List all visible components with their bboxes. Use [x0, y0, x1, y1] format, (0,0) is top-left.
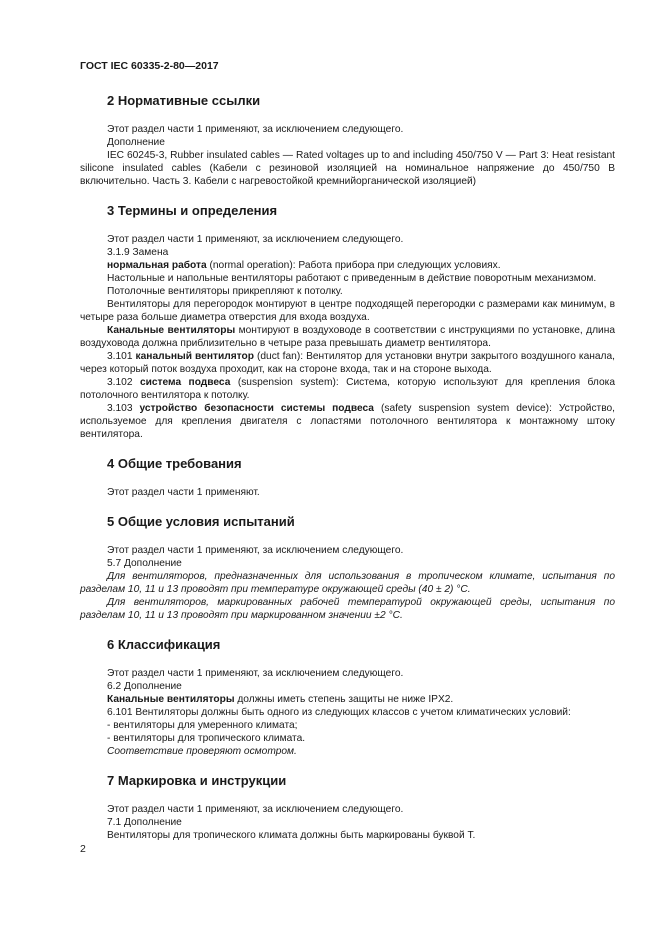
- paragraph: Вентиляторы для тропического климата должны быть маркированы буквой Т.: [107, 830, 476, 841]
- paragraph: нормальная работа (normal operation): Работа прибора при следующих условиях.: [107, 260, 501, 271]
- term: система подвеса: [139, 377, 231, 388]
- section-title: 2 Нормативные ссылки: [107, 93, 261, 108]
- paragraph: 3.101 канальный вентилятор (duct fan): Вентилятор для установки внутри закрытого воздушного канала, через который поток воздуха проходит, как на стороне входа, так и на стороне выхода.: [80, 351, 615, 375]
- section-title: 5 Общие условия испытаний: [107, 514, 295, 529]
- paragraph: Канальные вентиляторы должны иметь степень защиты не ниже IPX2.: [107, 694, 454, 705]
- paragraph: Канальные вентиляторы монтируют в воздуховоде в соответствии с инструкциями по установке, длина воздуховода должна приблизительно в четыре раза превышать диаметр вентилятора.: [80, 325, 616, 349]
- section-7: [80, 773, 615, 842]
- section-2: [80, 93, 615, 188]
- paragraph: Этот раздел части 1 применяют.: [107, 487, 260, 498]
- term: нормальная работа: [107, 260, 207, 271]
- paragraph: 3.1.9 Замена: [107, 247, 169, 258]
- term: Канальные вентиляторы: [107, 694, 235, 705]
- paragraph: IEC 60245-3, Rubber insulated cables — Rated voltages up to and including 450/750 V — Part 3: Heat resistant silicone insulated cables (Кабели с резиновой изоляцией на номинальное напряжение до 450/750 В включительно. Часть 3. Кабели с нагревостойкой кремнийорганической изоляцией): [80, 150, 615, 187]
- section-3: [80, 203, 615, 441]
- term: канальный вентилятор: [135, 351, 254, 362]
- paragraph: 6.101 Вентиляторы должны быть одного из следующих классов с учетом климатических условий:: [107, 707, 571, 718]
- paragraph: Этот раздел части 1 применяют, за исключением следующего.: [107, 668, 404, 679]
- section-4: [80, 456, 615, 499]
- list-item: - вентиляторы для тропического климата.: [107, 733, 306, 744]
- paragraph: Этот раздел части 1 применяют, за исключением следующего.: [107, 804, 404, 815]
- term: Канальные вентиляторы: [107, 325, 236, 336]
- section-title: 7 Маркировка и инструкции: [107, 773, 287, 788]
- paragraph: Вентиляторы для перегородок монтируют в центре подходящей перегородки с размерами как минимум, в четыре раза больше диаметра отверстия для входа воздуха.: [80, 299, 615, 323]
- paragraph: Для вентиляторов, маркированных рабочей температурой окружающей среды, испытания по разделам 10, 11 и 13 проводят при маркированном значении ±2 °С.: [80, 597, 615, 621]
- paragraph: Соответствие проверяют осмотром.: [107, 746, 297, 757]
- section-title: 3 Термины и определения: [107, 203, 278, 218]
- list-item: - вентиляторы для умеренного климата;: [107, 720, 298, 731]
- section-5: [80, 514, 615, 622]
- page-content: [80, 93, 615, 857]
- paragraph: 6.2 Дополнение: [107, 681, 182, 692]
- term: устройство безопасности системы подвеса: [139, 403, 374, 414]
- paragraph: Настольные и напольные вентиляторы работают с приведенным в действие поворотным механизмом.: [107, 273, 597, 284]
- paragraph: 5.7 Дополнение: [107, 558, 182, 569]
- section-title: 4 Общие требования: [107, 456, 242, 471]
- paragraph: Потолочные вентиляторы прикрепляют к потолку.: [107, 286, 343, 297]
- section-6: [80, 637, 615, 758]
- paragraph: Этот раздел части 1 применяют, за исключением следующего.: [107, 545, 404, 556]
- section-title: 6 Классификация: [107, 637, 221, 652]
- paragraph: Этот раздел части 1 применяют, за исключением следующего.: [107, 124, 404, 135]
- paragraph: Для вентиляторов, предназначенных для использования в тропическом климате, испытания по разделам 10, 11 и 13 проводят при температуре окружающей среды (40 ± 2) °С.: [80, 571, 615, 595]
- paragraph: 3.102 система подвеса (suspension system): Система, которую используют для крепления блока потолочного вентилятора к потолку.: [80, 377, 615, 401]
- paragraph: 3.103 устройство безопасности системы подвеса (safety suspension system device): Устройство, используемое для крепления двигателя с лопастями потолочного вентилятора к монтажному штоку вентилятора.: [80, 403, 616, 440]
- paragraph: 7.1 Дополнение: [107, 817, 182, 828]
- document-code: ГОСТ IEC 60335-2-80—2017: [80, 60, 219, 72]
- page-number: 2: [80, 843, 86, 855]
- paragraph: Дополнение: [107, 137, 165, 148]
- paragraph: Этот раздел части 1 применяют, за исключением следующего.: [107, 234, 404, 245]
